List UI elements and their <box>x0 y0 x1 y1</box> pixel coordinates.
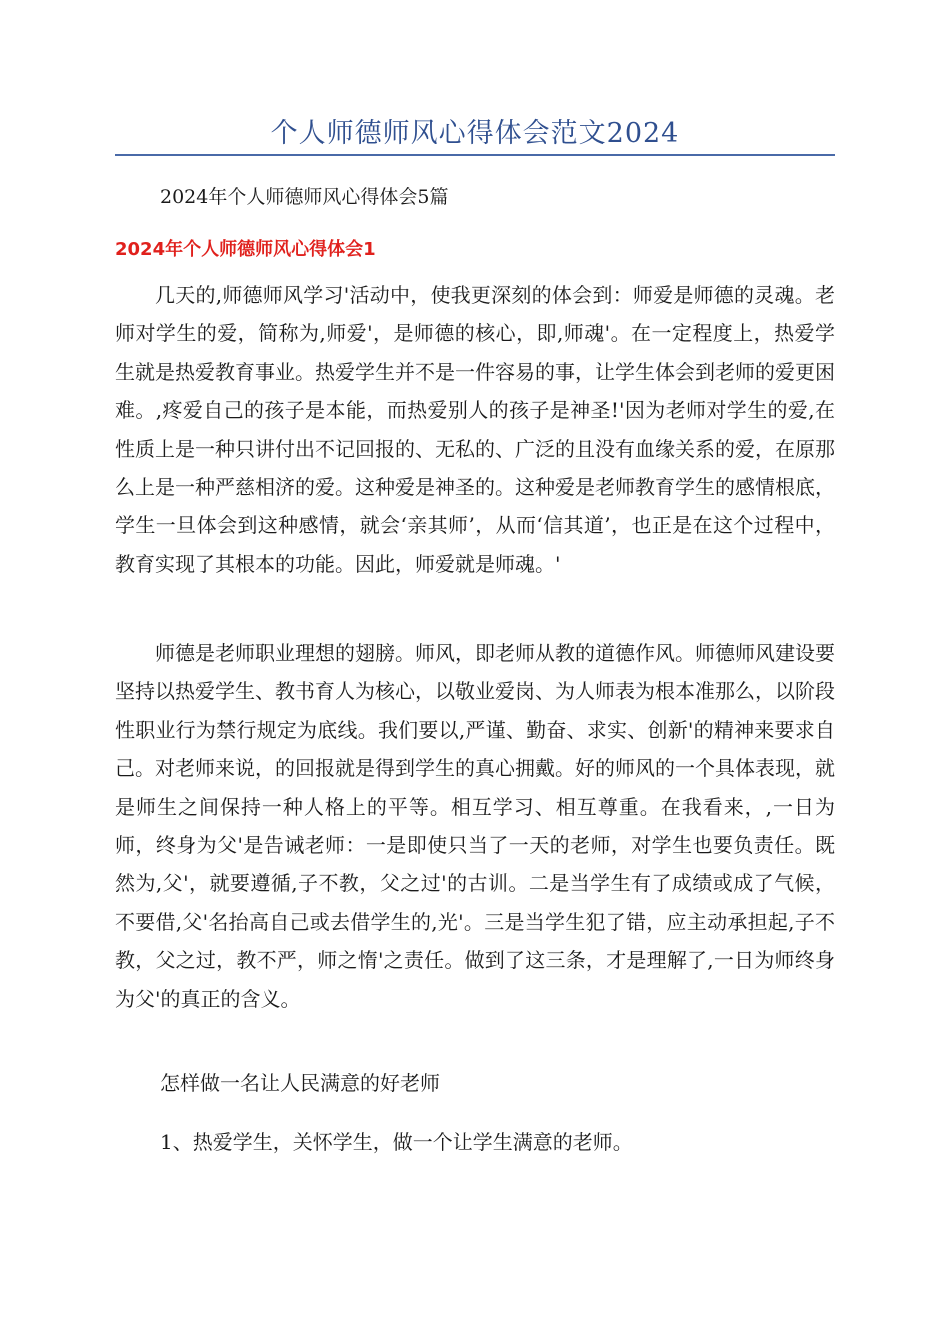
document-subtitle: 2024年个人师德师风心得体会5篇 <box>160 186 449 208</box>
body-paragraph-2: 师德是老师职业理想的翅膀。师风，即老师从教的道德作风。师德师风建设要坚持以热爱学生、教书育人为核心，以敬业爱岗、为人师表为根本准那么，以阶段性职业行为禁行规定为底线。我们要以,严谨、勤奋、求实、创新'的精神来要求自己。对老师来说，的回报就是得到学生的真心拥戴。好的师风的一个具体表现，就是师生之间保持一种人格上的平等。相互学习、相互尊重。在我看来，,一日为师，终身为父'是告诫老师：一是即使只当了一天的老师，对学生也要负责任。既然为,父'，就要遵循,子不教，父之过'的古训。二是当学生有了成绩或成了气候，不要借,父'名抬高自己或去借学生的,光'。三是当学生犯了错，应主动承担起,子不教，父之过，教不严，师之惰'之责任。做到了这三条，才是理解了,一日为师终身为父'的真正的含义。 <box>115 641 835 1011</box>
list-item-1: 1、热爱学生，关怀学生，做一个让学生满意的老师。 <box>160 1130 633 1154</box>
topic-heading: 怎样做一名让人民满意的好老师 <box>160 1071 440 1095</box>
page-title: 个人师德师风心得体会范文2024 <box>270 118 680 149</box>
section-heading: 2024年个人师德师风心得体会1 <box>115 239 376 260</box>
body-paragraph-1: 几天的,师德师风学习'活动中，使我更深刻的体会到：师爱是师德的灵魂。老师对学生的爱，简称为,师爱'，是师德的核心，即,师魂'。在一定程度上，热爱学生就是热爱教育事业。热爱学生并不是一件容易的事，让学生体会到老师的爱更困难。,疼爱自己的孩子是本能，而热爱别人的孩子是神圣!'因为老师对学生的爱,在性质上是一种只讲付出不记回报的、无私的、广泛的且没有血缘关系的爱，在原那么上是一种严慈相济的爱。这种爱是神圣的。这种爱是老师教育学生的感情根底，学生一旦体会到这种感情，就会‘亲其师’，从而‘信其道’，也正是在这个过程中，教育实现了其根本的功能。因此，师爱就是师魂。' <box>115 283 835 576</box>
title-divider <box>115 154 835 156</box>
